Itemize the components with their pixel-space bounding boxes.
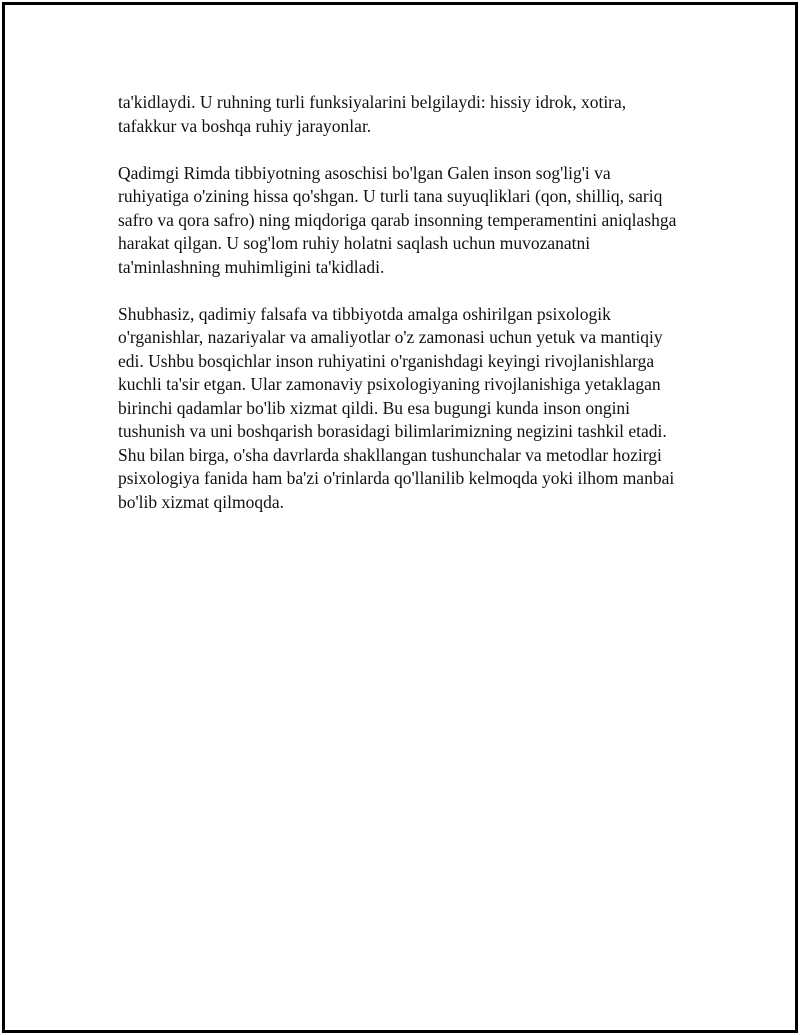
paragraph-2: Qadimgi Rimda tibbiyotning asoschisi bo'lgan Galen inson sog'lig'i va ruhiyatiga o'zining hissa qo'shgan. U turli tana suyuqliklari (qon, shilliq, sariq safro va qora safro) ning miqdoriga qarab insonning temperamentini aniqlashga harakat qilgan. U sog'lom ruhiy holatni saqlash uchun muvozanatni ta'minlashning muhimligini ta'kidladi.: [118, 162, 677, 277]
paragraph-3: Shubhasiz, qadimiy falsafa va tibbiyotda amalga oshirilgan psixologik o'rganishlar, nazariyalar va amaliyotlar o'z zamonasi uchun yetuk va mantiqiy edi. Ushbu bosqichlar inson ruhiyatini o'rganishdagi keyingi rivojlanishlarga kuchli ta'sir etgan. Ular zamonaviy psixologiyaning rivojlanishiga yetaklagan birinchi qadamlar bo'lib xizmat qildi. Bu esa bugungi kunda inson ongini tushunish va uni boshqarish borasidagi bilimlarimizning negizini tashkil etadi. Shu bilan birga, o'sha davrlarda shakllangan tushunchalar va metodlar hozirgi psixologiya fanida ham ba'zi o'rinlarda qo'llanilib kelmoqda yoki ilhom manbai bo'lib xizmat qilmoqda.: [118, 303, 675, 512]
document-page: [2, 2, 798, 1033]
paragraph-1: ta'kidlaydi. U ruhning turli funksiyalarini belgilaydi: hissiy idrok, xotira, tafakkur va boshqa ruhiy jarayonlar.: [118, 92, 627, 136]
document-body: [118, 91, 684, 538]
